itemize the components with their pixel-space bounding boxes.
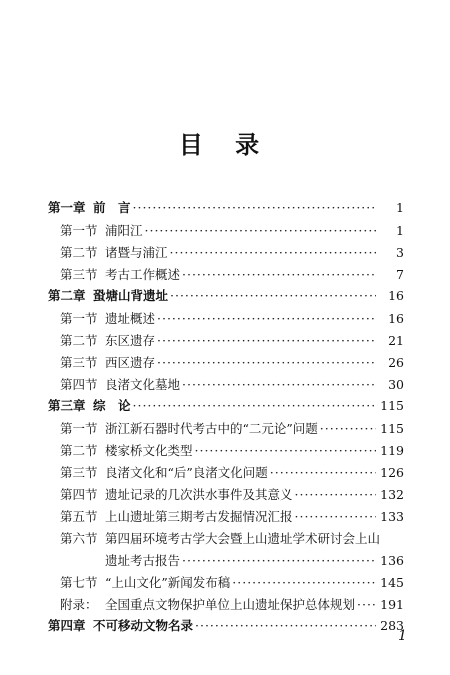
leader-dots	[195, 618, 376, 633]
leader-dots	[157, 333, 376, 348]
leader-dots	[295, 487, 376, 502]
page-number: 3	[396, 245, 404, 260]
toc-section-3-3[interactable]: 第三节 良渚文化和“后”良渚文化问题 ····· 126	[48, 465, 404, 480]
toc-section-3-6-line1[interactable]: 第六节 第四届环境考古学大会暨上山遗址学术研讨会上山	[60, 531, 381, 546]
page-number: 1	[396, 200, 404, 215]
leader-dots	[133, 398, 376, 413]
page-number: 283	[380, 618, 404, 633]
page-number: 30	[388, 377, 404, 392]
page-number: 21	[388, 333, 404, 348]
folio-page-number: 1	[398, 628, 407, 644]
toc-section-2-3[interactable]: 第三节 西区遗存 ····· 26	[48, 355, 404, 370]
page-number: 119	[380, 443, 404, 458]
page-number: 126	[380, 465, 404, 480]
page-number: 26	[388, 355, 404, 370]
toc-section-3-2[interactable]: 第二节 楼家桥文化类型 ····· 119	[48, 443, 404, 458]
toc-chapter-4[interactable]: 第四章 不可移动文物名录 ····· 283	[48, 618, 404, 633]
leader-dots	[145, 223, 376, 238]
leader-dots	[270, 465, 376, 480]
page-number: 115	[380, 421, 404, 436]
toc-chapter-1[interactable]: 第一章 前 言 ····· 1	[48, 200, 404, 215]
leader-dots	[170, 288, 376, 303]
toc-appendix[interactable]: 附录： 全国重点文物保护单位上山遗址保护总体规划 ····· 191	[48, 597, 404, 612]
toc-section-3-6-line2[interactable]: 遗址考古报告 ····· 136	[48, 553, 404, 568]
leader-dots	[157, 311, 376, 326]
toc-section-1-2[interactable]: 第二节 诸暨与浦江 ····· 3	[48, 245, 404, 260]
page-number: 133	[380, 509, 404, 524]
leader-dots	[357, 597, 376, 612]
leader-dots	[195, 443, 376, 458]
leader-dots	[157, 355, 376, 370]
page-number: 16	[388, 288, 404, 303]
toc-chapter-3[interactable]: 第三章 综 论 ····· 115	[48, 398, 404, 413]
page-number: 191	[380, 597, 404, 612]
toc-section-1-1[interactable]: 第一节 浦阳江 ····· 1	[48, 223, 404, 238]
leader-dots	[182, 553, 376, 568]
leader-dots	[320, 421, 376, 436]
toc-section-3-7[interactable]: 第七节 “上山文化”新闻发布稿 ····· 145	[48, 575, 404, 590]
toc-section-3-1[interactable]: 第一节 浙江新石器时代考古中的“二元论”问题 ····· 115	[48, 421, 404, 436]
leader-dots	[182, 377, 376, 392]
toc-chapter-2[interactable]: 第二章 蛩塘山背遗址 ····· 16	[48, 288, 404, 303]
page-number: 7	[396, 267, 404, 282]
page-number: 132	[380, 487, 404, 502]
page-number: 145	[380, 575, 404, 590]
page-number: 136	[380, 553, 404, 568]
page-number: 1	[396, 223, 404, 238]
toc-section-3-4[interactable]: 第四节 遗址记录的几次洪水事件及其意义 ····· 132	[48, 487, 404, 502]
toc-section-2-4[interactable]: 第四节 良渚文化墓地 ····· 30	[48, 377, 404, 392]
leader-dots	[182, 267, 376, 282]
page-title: 目 录	[178, 131, 272, 159]
page-number: 115	[380, 398, 404, 413]
page-number: 16	[388, 311, 404, 326]
toc-section-1-3[interactable]: 第三节 考古工作概述 ····· 7	[48, 267, 404, 282]
toc-section-2-2[interactable]: 第二节 东区遗存 ····· 21	[48, 333, 404, 348]
toc-section-2-1[interactable]: 第一节 遗址概述 ····· 16	[48, 311, 404, 326]
toc-section-3-5[interactable]: 第五节 上山遗址第三期考古发掘情况汇报 ····· 133	[48, 509, 404, 524]
leader-dots	[232, 575, 376, 590]
leader-dots	[133, 200, 376, 215]
leader-dots	[170, 245, 376, 260]
leader-dots	[295, 509, 376, 524]
